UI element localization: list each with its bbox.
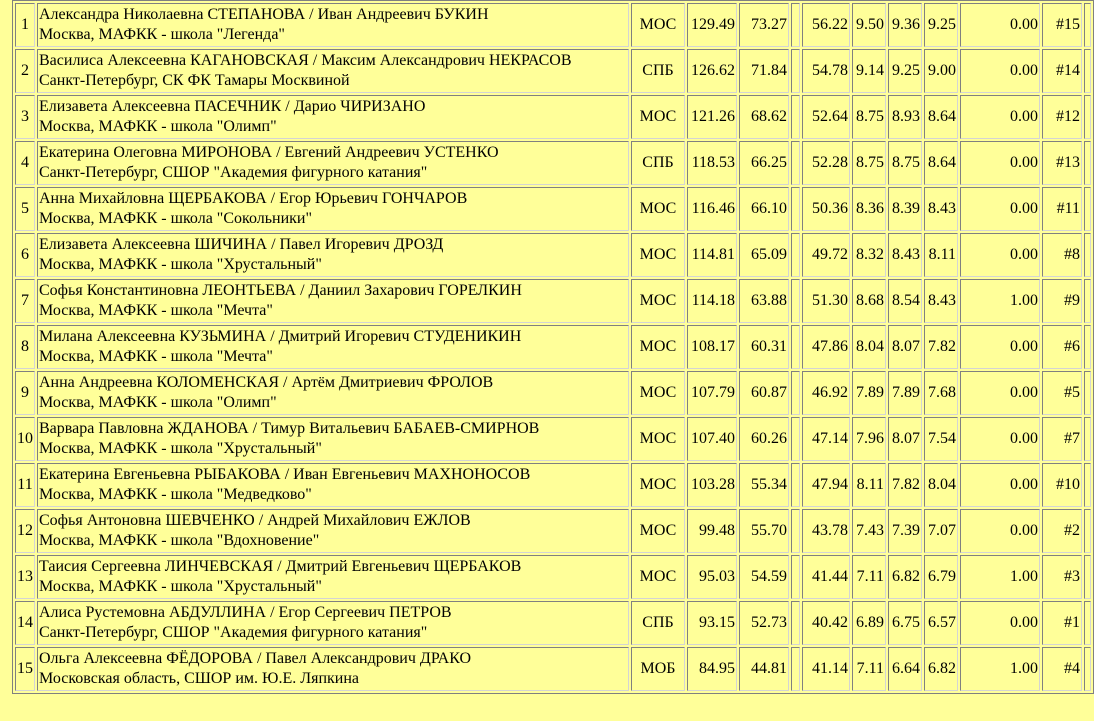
competitor-cell [37, 141, 629, 185]
component-2-cell: 9.36 [888, 3, 922, 47]
element-score-cell: 55.34 [739, 463, 789, 507]
place-cell: 10 [15, 417, 35, 461]
club-name: Московская область, СШОР им. Ю.Е. Ляпкина [39, 670, 360, 687]
place-cell: 6 [15, 233, 35, 277]
component-score-cell: 47.86 [802, 325, 850, 369]
component-1-cell: 8.36 [852, 187, 886, 231]
component-2-cell: 8.07 [888, 417, 922, 461]
start-number-cell: #14 [1042, 49, 1082, 93]
place-cell: 9 [15, 371, 35, 415]
spacer-cell [791, 509, 800, 553]
edge-cell [1084, 463, 1091, 507]
component-3-cell: 8.43 [924, 279, 958, 323]
component-3-cell: 6.79 [924, 555, 958, 599]
element-score-cell: 60.26 [739, 417, 789, 461]
competitor-cell [37, 463, 629, 507]
pair-names: Екатерина Олеговна МИРОНОВА / Евгений Андреевич УСТЕНКО [39, 144, 499, 161]
edge-cell [1084, 49, 1091, 93]
component-3-cell: 9.00 [924, 49, 958, 93]
nation-cell: МОС [631, 279, 685, 323]
nation-cell: МОС [631, 95, 685, 139]
component-score-cell: 54.78 [802, 49, 850, 93]
edge-cell [1084, 601, 1091, 645]
component-2-cell: 7.39 [888, 509, 922, 553]
component-3-cell: 9.25 [924, 3, 958, 47]
edge-cell [1084, 95, 1091, 139]
element-score-cell: 73.27 [739, 3, 789, 47]
component-1-cell: 7.11 [852, 555, 886, 599]
nation-cell: МОС [631, 509, 685, 553]
component-score-cell: 52.28 [802, 141, 850, 185]
pair-names: Елизавета Алексеевна ШИЧИНА / Павел Игоревич ДРОЗД [39, 236, 444, 253]
edge-cell [1084, 325, 1091, 369]
competitor-cell [37, 49, 629, 93]
total-score-cell: 108.17 [687, 325, 737, 369]
edge-cell [1084, 509, 1091, 553]
start-number-cell: #4 [1042, 647, 1082, 691]
component-score-cell: 52.64 [802, 95, 850, 139]
deductions-cell: 1.00 [960, 647, 1040, 691]
edge-cell [1084, 187, 1091, 231]
deductions-cell: 1.00 [960, 555, 1040, 599]
table-row [15, 647, 1091, 691]
total-score-cell: 103.28 [687, 463, 737, 507]
component-3-cell: 8.11 [924, 233, 958, 277]
component-1-cell: 8.75 [852, 141, 886, 185]
element-score-cell: 60.31 [739, 325, 789, 369]
total-score-cell: 118.53 [687, 141, 737, 185]
start-number-cell: #10 [1042, 463, 1082, 507]
table-row [15, 417, 1091, 461]
component-3-cell: 8.43 [924, 187, 958, 231]
pair-names: Варвара Павловна ЖДАНОВА / Тимур Витальевич БАБАЕВ-СМИРНОВ [39, 420, 540, 437]
spacer-cell [791, 555, 800, 599]
total-score-cell: 114.18 [687, 279, 737, 323]
spacer-cell [791, 463, 800, 507]
edge-cell [1084, 279, 1091, 323]
deductions-cell: 0.00 [960, 371, 1040, 415]
deductions-cell: 0.00 [960, 417, 1040, 461]
element-score-cell: 52.73 [739, 601, 789, 645]
start-number-cell: #7 [1042, 417, 1082, 461]
start-number-cell: #9 [1042, 279, 1082, 323]
table-row [15, 509, 1091, 553]
component-score-cell: 43.78 [802, 509, 850, 553]
component-1-cell: 8.75 [852, 95, 886, 139]
total-score-cell: 126.62 [687, 49, 737, 93]
component-1-cell: 9.50 [852, 3, 886, 47]
results-table-container [12, 0, 1094, 694]
spacer-cell [791, 141, 800, 185]
competitor-cell [37, 95, 629, 139]
edge-cell [1084, 141, 1091, 185]
edge-cell [1084, 647, 1091, 691]
total-score-cell: 107.79 [687, 371, 737, 415]
component-3-cell: 7.82 [924, 325, 958, 369]
competitor-cell [37, 279, 629, 323]
table-row [15, 601, 1091, 645]
element-score-cell: 68.62 [739, 95, 789, 139]
start-number-cell: #11 [1042, 187, 1082, 231]
table-row [15, 233, 1091, 277]
component-2-cell: 6.75 [888, 601, 922, 645]
component-2-cell: 6.82 [888, 555, 922, 599]
club-name: Москва, МАФКК - школа "Сокольники" [39, 210, 313, 227]
component-2-cell: 8.75 [888, 141, 922, 185]
component-score-cell: 56.22 [802, 3, 850, 47]
element-score-cell: 63.88 [739, 279, 789, 323]
component-score-cell: 46.92 [802, 371, 850, 415]
component-3-cell: 8.04 [924, 463, 958, 507]
component-2-cell: 9.25 [888, 49, 922, 93]
pair-names: Ольга Алексеевна ФЁДОРОВА / Павел Александрович ДРАКО [39, 650, 472, 667]
start-number-cell: #12 [1042, 95, 1082, 139]
pair-names: Анна Михайловна ЩЕРБАКОВА / Егор Юрьевич ГОНЧАРОВ [39, 190, 468, 207]
place-cell: 1 [15, 3, 35, 47]
edge-cell [1084, 555, 1091, 599]
element-score-cell: 65.09 [739, 233, 789, 277]
total-score-cell: 99.48 [687, 509, 737, 553]
total-score-cell: 95.03 [687, 555, 737, 599]
competitor-cell [37, 509, 629, 553]
element-score-cell: 54.59 [739, 555, 789, 599]
nation-cell: МОС [631, 371, 685, 415]
component-score-cell: 47.94 [802, 463, 850, 507]
spacer-cell [791, 95, 800, 139]
component-score-cell: 40.42 [802, 601, 850, 645]
start-number-cell: #3 [1042, 555, 1082, 599]
component-2-cell: 8.54 [888, 279, 922, 323]
nation-cell: МОС [631, 3, 685, 47]
nation-cell: МОС [631, 187, 685, 231]
element-score-cell: 44.81 [739, 647, 789, 691]
results-table-body [15, 3, 1091, 691]
pair-names: Екатерина Евгеньевна РЫБАКОВА / Иван Евгеньевич МАХНОНОСОВ [39, 466, 531, 483]
start-number-cell: #2 [1042, 509, 1082, 553]
nation-cell: СПБ [631, 601, 685, 645]
component-3-cell: 8.64 [924, 141, 958, 185]
club-name: Санкт-Петербург, СШОР "Академия фигурного катания" [39, 624, 428, 641]
competitor-cell [37, 325, 629, 369]
spacer-cell [791, 3, 800, 47]
place-cell: 5 [15, 187, 35, 231]
table-row [15, 371, 1091, 415]
spacer-cell [791, 371, 800, 415]
component-2-cell: 6.64 [888, 647, 922, 691]
spacer-cell [791, 325, 800, 369]
nation-cell: МОС [631, 463, 685, 507]
edge-cell [1084, 233, 1091, 277]
component-3-cell: 8.64 [924, 95, 958, 139]
nation-cell: МОС [631, 233, 685, 277]
component-2-cell: 7.82 [888, 463, 922, 507]
component-score-cell: 47.14 [802, 417, 850, 461]
deductions-cell: 0.00 [960, 325, 1040, 369]
component-2-cell: 8.39 [888, 187, 922, 231]
component-1-cell: 7.11 [852, 647, 886, 691]
deductions-cell: 0.00 [960, 49, 1040, 93]
nation-cell: СПБ [631, 141, 685, 185]
table-row [15, 555, 1091, 599]
table-row [15, 49, 1091, 93]
table-row [15, 325, 1091, 369]
edge-cell [1084, 417, 1091, 461]
nation-cell: МОБ [631, 647, 685, 691]
deductions-cell: 1.00 [960, 279, 1040, 323]
place-cell: 2 [15, 49, 35, 93]
start-number-cell: #6 [1042, 325, 1082, 369]
component-1-cell: 8.68 [852, 279, 886, 323]
start-number-cell: #15 [1042, 3, 1082, 47]
nation-cell: МОС [631, 325, 685, 369]
deductions-cell: 0.00 [960, 187, 1040, 231]
start-number-cell: #8 [1042, 233, 1082, 277]
deductions-cell: 0.00 [960, 509, 1040, 553]
pair-names: Александра Николаевна СТЕПАНОВА / Иван Андреевич БУКИН [39, 6, 489, 23]
total-score-cell: 121.26 [687, 95, 737, 139]
total-score-cell: 107.40 [687, 417, 737, 461]
nation-cell: МОС [631, 417, 685, 461]
spacer-cell [791, 279, 800, 323]
pair-names: Анна Андреевна КОЛОМЕНСКАЯ / Артём Дмитриевич ФРОЛОВ [39, 374, 494, 391]
component-score-cell: 51.30 [802, 279, 850, 323]
component-score-cell: 50.36 [802, 187, 850, 231]
place-cell: 3 [15, 95, 35, 139]
component-2-cell: 8.43 [888, 233, 922, 277]
competitor-cell [37, 3, 629, 47]
total-score-cell: 93.15 [687, 601, 737, 645]
table-row [15, 279, 1091, 323]
total-score-cell: 116.46 [687, 187, 737, 231]
competitor-cell [37, 187, 629, 231]
deductions-cell: 0.00 [960, 141, 1040, 185]
component-3-cell: 7.07 [924, 509, 958, 553]
component-3-cell: 6.57 [924, 601, 958, 645]
component-2-cell: 7.89 [888, 371, 922, 415]
component-score-cell: 41.44 [802, 555, 850, 599]
pair-names: Василиса Алексеевна КАГАНОВСКАЯ / Максим Александрович НЕКРАСОВ [39, 52, 572, 69]
table-row [15, 3, 1091, 47]
spacer-cell [791, 49, 800, 93]
pair-names: Алиса Рустемовна АБДУЛЛИНА / Егор Сергеевич ПЕТРОВ [39, 604, 452, 621]
component-2-cell: 8.07 [888, 325, 922, 369]
place-cell: 11 [15, 463, 35, 507]
edge-cell [1084, 371, 1091, 415]
club-name: Москва, МАФКК - школа "Хрустальный" [39, 578, 322, 595]
club-name: Москва, МАФКК - школа "Хрустальный" [39, 256, 322, 273]
component-3-cell: 7.68 [924, 371, 958, 415]
place-cell: 14 [15, 601, 35, 645]
table-row [15, 141, 1091, 185]
club-name: Москва, МАФКК - школа "Олимп" [39, 394, 277, 411]
pair-names: Милана Алексеевна КУЗЬМИНА / Дмитрий Игоревич СТУДЕНИКИН [39, 328, 522, 345]
component-1-cell: 7.43 [852, 509, 886, 553]
pair-names: Софья Антоновна ШЕВЧЕНКО / Андрей Михайлович ЕЖЛОВ [39, 512, 471, 529]
results-table [12, 0, 1094, 694]
place-cell: 15 [15, 647, 35, 691]
component-score-cell: 41.14 [802, 647, 850, 691]
spacer-cell [791, 601, 800, 645]
spacer-cell [791, 417, 800, 461]
element-score-cell: 71.84 [739, 49, 789, 93]
competitor-cell [37, 417, 629, 461]
club-name: Москва, МАФКК - школа "Хрустальный" [39, 440, 322, 457]
component-1-cell: 6.89 [852, 601, 886, 645]
total-score-cell: 129.49 [687, 3, 737, 47]
component-1-cell: 7.89 [852, 371, 886, 415]
component-1-cell: 8.32 [852, 233, 886, 277]
place-cell: 8 [15, 325, 35, 369]
pair-names: Таисия Сергеевна ЛИНЧЕВСКАЯ / Дмитрий Евгеньевич ЩЕРБАКОВ [39, 558, 522, 575]
component-1-cell: 8.04 [852, 325, 886, 369]
competitor-cell [37, 555, 629, 599]
competitor-cell [37, 647, 629, 691]
component-1-cell: 9.14 [852, 49, 886, 93]
component-3-cell: 6.82 [924, 647, 958, 691]
edge-cell [1084, 3, 1091, 47]
competitor-cell [37, 233, 629, 277]
club-name: Москва, МАФКК - школа "Вдохновение" [39, 532, 320, 549]
deductions-cell: 0.00 [960, 601, 1040, 645]
club-name: Москва, МАФКК - школа "Олимп" [39, 118, 277, 135]
club-name: Москва, МАФКК - школа "Медведково" [39, 486, 312, 503]
club-name: Москва, МАФКК - школа "Легенда" [39, 26, 285, 43]
competitor-cell [37, 601, 629, 645]
club-name: Санкт-Петербург, СШОР "Академия фигурного катания" [39, 164, 428, 181]
deductions-cell: 0.00 [960, 95, 1040, 139]
nation-cell: МОС [631, 555, 685, 599]
table-row [15, 463, 1091, 507]
competitor-cell [37, 371, 629, 415]
place-cell: 7 [15, 279, 35, 323]
place-cell: 12 [15, 509, 35, 553]
start-number-cell: #13 [1042, 141, 1082, 185]
element-score-cell: 66.25 [739, 141, 789, 185]
table-row [15, 187, 1091, 231]
club-name: Москва, МАФКК - школа "Мечта" [39, 302, 273, 319]
deductions-cell: 0.00 [960, 3, 1040, 47]
component-1-cell: 7.96 [852, 417, 886, 461]
deductions-cell: 0.00 [960, 233, 1040, 277]
element-score-cell: 55.70 [739, 509, 789, 553]
element-score-cell: 60.87 [739, 371, 789, 415]
total-score-cell: 114.81 [687, 233, 737, 277]
deductions-cell: 0.00 [960, 463, 1040, 507]
component-2-cell: 8.93 [888, 95, 922, 139]
spacer-cell [791, 187, 800, 231]
component-1-cell: 8.11 [852, 463, 886, 507]
nation-cell: СПБ [631, 49, 685, 93]
pair-names: Софья Константиновна ЛЕОНТЬЕВА / Даниил Захарович ГОРЕЛКИН [39, 282, 522, 299]
pair-names: Елизавета Алексеевна ПАСЕЧНИК / Дарио ЧИРИЗАНО [39, 98, 426, 115]
table-row [15, 95, 1091, 139]
spacer-cell [791, 233, 800, 277]
component-score-cell: 49.72 [802, 233, 850, 277]
total-score-cell: 84.95 [687, 647, 737, 691]
place-cell: 4 [15, 141, 35, 185]
club-name: Санкт-Петербург, СК ФК Тамары Москвиной [39, 72, 350, 89]
component-3-cell: 7.54 [924, 417, 958, 461]
start-number-cell: #5 [1042, 371, 1082, 415]
spacer-cell [791, 647, 800, 691]
club-name: Москва, МАФКК - школа "Мечта" [39, 348, 273, 365]
element-score-cell: 66.10 [739, 187, 789, 231]
start-number-cell: #1 [1042, 601, 1082, 645]
place-cell: 13 [15, 555, 35, 599]
